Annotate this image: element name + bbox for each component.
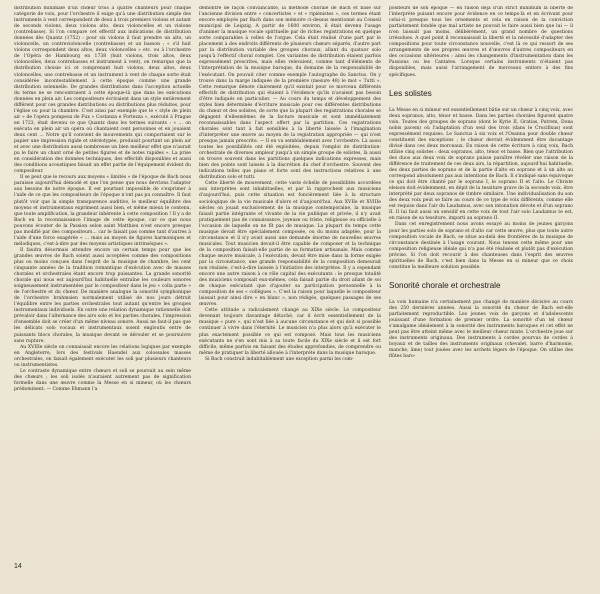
paragraph: Il faudra désormais attendre encore un certain temps pour que les grandes œuvres de Bach soient aussi acceptées comme des compositions plus ou moins conçues dans l'esprit de la musique de chambre, les cent cinquante années de la tradition romantique d'exécution avec de masses chorales et orchestrales étant encore trop puissantes. La grande sonorité chorale qui nous est aujourd'hui habituelle entraîne les couleurs sonores soigneusement instrumentées par le compositeur dans le jeu « colla parte » de l'orchestre et du chœur. De manière analogue la sonorité symphonique de l'orchestre brahmsien normalement utilisé de nos jours détruit l'équilibre entre les parties orchestrales tout autant qu'entre les groupes instrumentaux individuels. En outre une relation dynamique rationnelle doit prévaloir dans l'alternance des airs solo et les parties chorales, l'impression d'ensemble doit se créer d'un même niveau sonore. Aussi ne faut-il pas que les délicats solo vocaux et instrumentaux soient engloutis entre de puissants blocs chorales, la musique devant se dérouler et se poursuivre sans rupture. xyxy=(14,247,191,344)
paragraph: distribution minimale d'un chœur trois à quatre chanteurs pour chaque catégorie de voix, pour l'orchestre il exige qu'à une distribution simple des instruments à vent correspondent de deux à trois premiers violons et autant de seconds violons, deux violons alto, deux violoncelles et un violone (contrebasse). Si l'on compare cet effectif aux indications de distribution données dès Quantz (1752) : pour six violons il faut prendre un alto, un violoncelle, un contrevioloncelle (contrebasse) et un basson ; « s'il huit violons correspondent deux altos, deux violoncelles » etc. ou à l'orchestre de l'Opéra de Hambourg en 1738 (huit violons, trois altos, deux violoncelles, deux contrebasses et instrument à vent), on remarque que la distribution choisie ici et comprenant huit violons, deux altos, deux violoncelles, une contrebasse et un instrument à vent de chaque sorte était considérée incontestablement à cette époque comme une grande distribution solennelle. De grandes distributions dans l'acception actuelle du terme ne se rencontraient à cette époque-là que dans les exécutions données en plein air. Les compositeurs écrivaient dans un style entièrement différent pour ces grandes distributions ou distributions plus réduites, pour l'église ou pour la chambre. C'est ainsi par exemple que le « style de plein air » de l'opéra pompeux de Fux « Costanza e Fortezza », exécuté à Prague en 1723, était devenu ce que Quantz dans les termes suivants : « ... on exécuta en plein air un opéra où chantaient cent personnes et en jouaient deux cent ... Notre qu'il convient de mouvements qui comportaient sur le papier une impression rigide et stéréotypée, produisit pourtant un plein air et avec une distribution aussi nombreuse un bien meilleur effet que n'aurait pu le faire un chant orné de petites figures et de notes rapides ». La prise en considération des données techniques, des effectifs disponibles et aussi des conditions acoustiques faisait un effet partie de l'équipement évident du compositeur. xyxy=(14,6,191,175)
paragraph: Le contraste dynamique entre chœurs et soli se poursuit au sein même des chœurs ; les soli isolés n'auraient autrement pas de signification formelle dans une œuvre comme la Messe en si mineur, où les chœurs prédominent. — Comme Ehmann l'a xyxy=(14,368,191,392)
paragraph: Il se peut que le recours aux moyens « limités » de l'époque de Bach nous paraisse aujourd'hui démodé et que l'on pense que nous devrions l'adapter aux besoins de notre époque. Il est pourtant impossible de s'exprimer à l'aide de ce que les compositeurs de l'époque n'ont pas pu connaître. Il faut plutôt voir que la simple transparence auditive, le meilleur équilibre des moyens et instrumentaux expriment aussi bien, et même mieux le contenu, que toute amplification, la grandeur inhérente à cette composition ! Il y a de Bach en la reconnaissance l'image de cette époque, car ce que nous pouvons écouter de la Passion selon saint Matthieu n'est encore presque pas modifié par des compositeurs... car le faisait pas comme tant d'autres à l'aide d'une force exagérée « ... mais au moyen de figures harmoniques et mélodiques, c'est-à-dire par des moyens artistiques intrinsèques ». xyxy=(14,175,191,247)
paragraph: Cette attitude a radicalement changé au XIXe siècle. Le compositeur devenant toujours davantage détaché, car il écrit essentiellement de la musique « pure », qui n'est liée à aucune circonstance et qui doit si possible continuer à vivre dans l'éternité. Le musicien n'a plus alors qu'à exécuter le plus exactement possible ce qui est composé. Mais tous les musiciens exécutants ne s'en sont mis à sa toute facile du XIXe siècle et il est fort difficile, même parfois en faisant des études approfondies, de comprendre ou même de pratiquer la liberté allouée à l'interprète dans la musique baroque. xyxy=(199,308,381,356)
text-column-right xyxy=(389,6,573,580)
paragraph: Dans cet enregistrement nous avons essayé au moins de jeunes garçons pour les parties solo de soprano et d'alto car cette œuvre, plus que toute autre composition vocale de Bach, se situe au-delà des frontières de la musique de circonstance destinée à l'usage courant. Nous tenons cette même pour une composition religieuse idéale qui n'a pas été réalisée et plutôt pas d'exécution précise. Si l'on doit recourir à des chanteuses dans l'esprit des œuvres spirituelles de Bach, c'est bien dans la Messe en si mineur que ce choix constitue la meilleure solution possible. xyxy=(389,222,573,270)
text-column-middle xyxy=(199,6,381,558)
text-column-left xyxy=(14,6,191,558)
section-heading-sonority: Sonorité chorale et orchestrale xyxy=(389,280,501,290)
paragraph: La Messe en si mineur est essentiellement bâtie sur un chœur à cinq voix, avec deux sopranos, alto, ténor et basse. Dans les parties chorales figurent quatre voix. Toutes des groupes de soprano (dont le Kyrie II, Gratias, Patrem, Dona nobis pacem) où l'adaptation d'un seul des trois (dans le Crucifixus) sont expressément requises. Le Sanctus à six voix et l'Osanna pour double chœur constituent des exceptions ; le chœur devrait évidemment être davantage divisé dans ces deux morceaux. En raison de cette écriture à cinq voix, Bach utilise cinq solistes : deux sopranos, alto, ténor et basse. Bien que l'attribution des duos aux deux voix de soprano puisse paraître révéler une raison de la différence de traitement de ces deux airs, la répartition, aujourd'hui habituelle, des deux parties de soprano et de la partie d'alto en soprano et à un alto au correspond absolument pas aux intentions de Bach. Il s'indiqué sans équivoque ce qui doit être chanté par le soprano I, le soprano II et l'alto. Le Christe eleison doit évidemment, en dépit de la tessiture grave de la seconde voix, être interprété par deux sopranos de timbre similaire. Une individualisation du son des deux voix peut se faire au cours de ce type de voix différents, comme elle est requise dans l'air du Laudamus, avec son intonation dévote et d'un soprano II. Il lui faut aussi un sensitif en cette voix de tout l'air solo Laudamus te est, en raison de sa tessiture, imparti au soprano II. xyxy=(389,107,573,222)
paragraph: Si Bach construit indubitablement une exception parmi les com- xyxy=(205,356,354,362)
paragraph: Au XVIIIe siècle on connaissait encore les relations logiques par exemple en Angleterre, lors des festivals Haendel aux colossales masses orchestrales, on faisait également exécuter les soli par plusieurs chanteurs ou instrumentistes. xyxy=(14,344,191,368)
paragraph: Cette liberté de mouvement, cette vaste échelle de possibilités accordées aux interprètes sont inhabituelles, et par là rapprochent aux musiciens d'aujourd'hui, puis cette situation est foncièrement liée à la structure sociologique de la vie musicale d'alors et d'aujourd'hui. Aux XVIIe et XVIIIe siècles on jouait exclusivement de la musique contemporaine, la musique faisait partie intégrante et vivante de la vie publique et privée, il n'y avait pratiquement pas de connaissance, joyeuse ou triste, religieuse ou officielle à l'occasion de laquelle on ne fît pas de musique. La plupart du temps cette musique devait être spécialement composée, ou du moins adaptée, pour la circonstance et il n'y avait aussi une demande énorme de nouvelles œuvres musicales. Tout musicien devait-il être capable de composer et la technique de la composition faisait-elle partie de sa formation artisanale. Mais comme chaque œuvre musicale, à l'exécution, devait être mise dans la forme exigée par la circonstance, une grande responsabilité de la composition demeurait non réalisée, c'est-à-dire laissée à l'initiative des interprètes. Il y a cependant encore une autre raison à ce rôle capital des exécutants : le presque totalité des musiciens composait eux-mêmes, cela faisait partie du droit allant de soi de chaque exécutant que d'ajouter sa participation personnelle à la composition de ses « collègues ». C'est la raison pour laquelle le compositeur laissait pour ainsi dire « en blanc », non rédigés, quelques passages de ses œuvres. xyxy=(199,181,381,308)
page-number: 14 xyxy=(14,563,22,570)
paragraph: La voix humaine n'a certainement pas changé de manière décisive au cours des 250 dernières années. Aussi la sonorité du chœur de Bach est-elle parfaitement reproductible. Les jeunes voix de garçons et d'adolescents jouissant d'une formation de premier ordre. La sonorité d'un tel chœur s'amalgame idéalement à la sonorité des instruments baroques et cet effet ne peut pas être atteint même avec le meilleur chœur mixte. L'orchestre joue sur des instruments originaux. Des instruments à cordes pourvus de cordes à boyaux et de tailles des instruments originaux (chevalet, barre d'harmonie, manche, âme) tout jouées avec les archets légers de l'époque. On utilise des flûtes baro- xyxy=(389,299,573,360)
paragraph: démontré de façon convaincante, la méthode chorale de Bach et base sur l'ancienne division entre « concertistes » et « ripiénistes », ces termes étant encore employés par Bach dans son mémoire ci-dessus mentionné au Conseil municipal de Leipzig. A partir de 1600 environ, il était devenu l'usage d'animer la musique vocale spirituelle par de riches registrations en quelque sorte comparables à celles de l'orgue. Cela était réalisé d'une part par le placement à des endroits différents de plusieurs chœurs séparés, d'autre part par la distribution variable des groupes choraux, allant du quatuor solo jusqu'à l'effectif choral complet. Ces variantes de distribution étaient parfois expressément prescrites, mais elles relevaient, comme tant d'éléments de l'interprétation de la musique baroque, du domaine de la responsabilité de l'exécutant. On pouvait citer comme exemple l'autographe du Sanctus. On y trouve dans la marge indiquée de la première (mesure 48) le mot « Tutti ». Cette remarque dénote clairement qu'il existait pour ce morceau différents effectifs de distribution qui étaient à l'évidence qu'ils n'avaient pas besoin d'être indiqués en particulier. — Au cours du temps et développement des styles bien déterminés d'écriture musicale pour ces différentes distributions du chœur et des solistes, de sorte que la plupart des registrations chorales se dégagent d'ellesmêmes de la facture musicale et sont immédiatement reconnaissables dans l'aspect offert par la partition. Ces registrations chorales sont tant à fait sensibles à la liberté laissée à l'imagination d'interpréter une œuvre au moyen de la registration appropriée — qui n'est presque jamais prescrite. — Il en va semblablement avec l'orchestre. Là aussi toutes les possibilités ont été exploitées, depuis l'emploi de distribution-orchestrale de diverses ampleur jusqu'à un simple groupe de solistes, là aussi on trouve souvent dans les partitions quelques indications expresses, mais bien des points sont laissés à la discrétion du chef d'orchestre. Souvent des indications telles que piano et forte sont des instructions relatives à une distribution solo et tutti. xyxy=(199,6,381,181)
paragraph: positeurs de son époque — en raison déjà d'un strict minimum la liberté de l'interprète puisant encore pour évidence en ce temps-là et en écrivant pour celui-ci presque tous les ornements et cela en raison de la conviction parfaitement fondée que mal artiste ne pouvait le faire aussi bien que lui — il n'en laissait pas moins, délibérément, un grand nombre de questions irrésolues. A quel point il reconnaissait la liberté et la nécessité d'adapter des compositions pour toute circonstance nouvelle, c'est là ce qui ressort de ses arrangements de ses propres œuvres et d'œuvres d'autres compositeurs en des occasions ultérieures : ainsi les changements d'instrumentation dans les Passions ou les Cantates. Lorsque certains instruments n'étaient pas disponibles, mais aussi l'arrangement de morceaux entiers à des fins spécifiques. xyxy=(389,6,573,78)
section-heading-soloists: Les solistes xyxy=(389,88,432,98)
